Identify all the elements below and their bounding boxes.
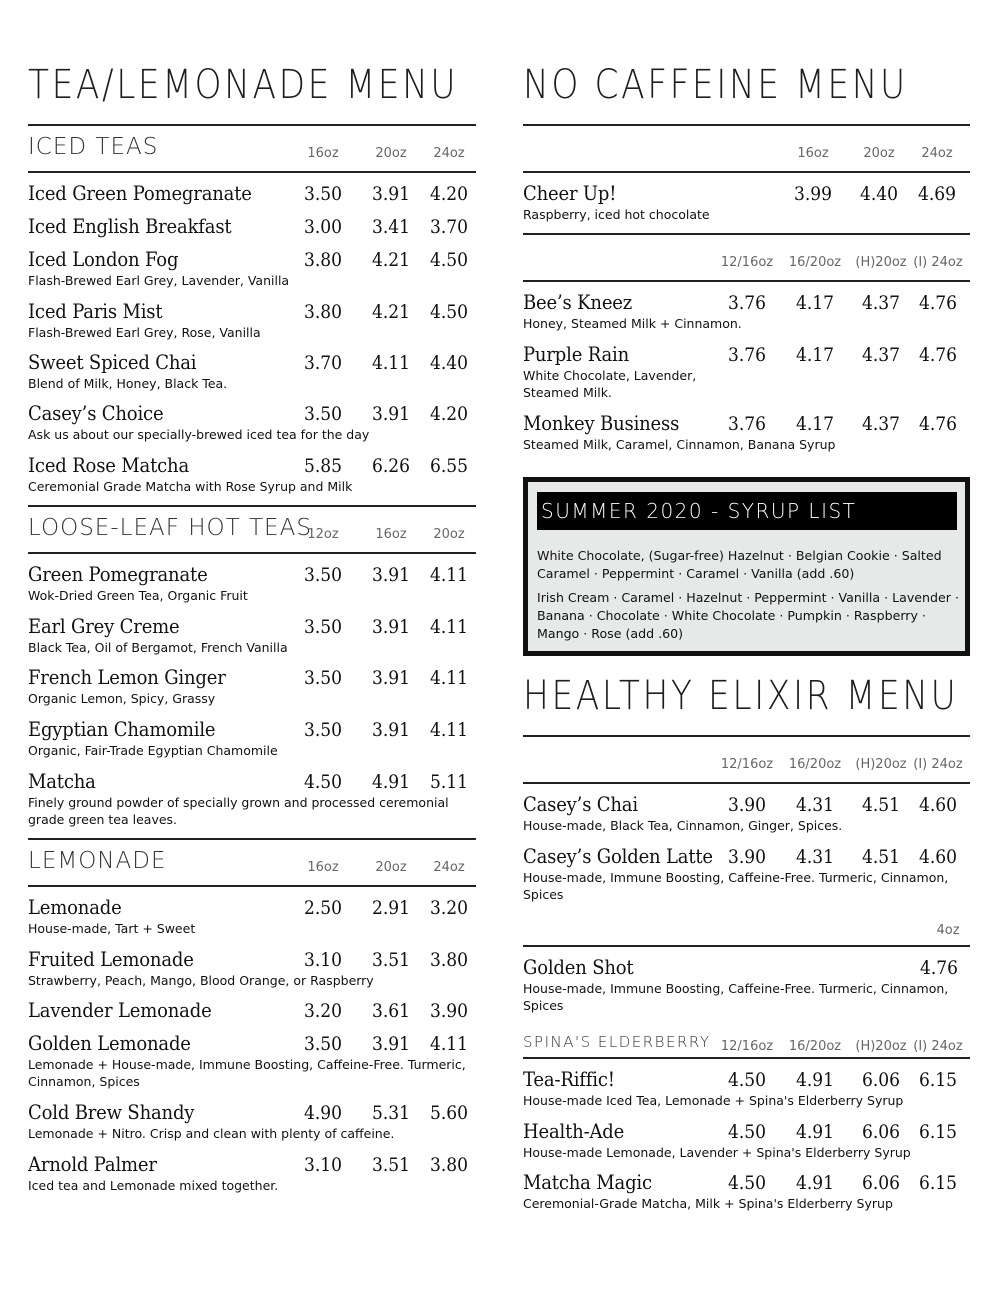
item-price: 3.91 — [371, 1033, 411, 1055]
menu-item — [28, 769, 476, 828]
menu-item — [28, 401, 476, 443]
size-label: (I) 24oz — [913, 255, 963, 270]
item-name: Fruited Lemonade — [28, 947, 194, 971]
item-name: Matcha Magic — [523, 1170, 652, 1194]
divider — [523, 280, 970, 282]
item-price: 3.50 — [303, 1033, 343, 1055]
menu-item — [523, 411, 970, 453]
item-price: 4.69 — [917, 183, 957, 205]
item-price: 4.50 — [429, 249, 469, 271]
item-name: Egyptian Chamomile — [28, 717, 216, 741]
divider — [28, 505, 476, 507]
item-price: 4.11 — [429, 1033, 469, 1055]
item-price: 5.85 — [303, 455, 343, 477]
menu-item — [28, 453, 476, 495]
size-label: 16oz — [307, 146, 339, 161]
item-price: 5.11 — [429, 771, 469, 793]
item-name: Casey’s Chai — [523, 792, 638, 816]
item-price: 6.26 — [371, 455, 411, 477]
item-price: 4.90 — [303, 1102, 343, 1124]
lemonade-title: LEMONADE — [28, 848, 167, 874]
item-description: Honey, Steamed Milk + Cinnamon. — [523, 316, 742, 331]
item-price: 4.17 — [795, 413, 835, 435]
item-price: 4.76 — [919, 957, 959, 979]
item-price: 4.40 — [859, 183, 899, 205]
item-name: Bee’s Kneez — [523, 290, 633, 314]
item-price: 3.91 — [371, 403, 411, 425]
item-price: 4.11 — [429, 616, 469, 638]
menu-item — [523, 1119, 970, 1161]
item-price: 3.90 — [727, 794, 767, 816]
menu-item — [28, 1152, 476, 1194]
menu-item — [28, 350, 476, 392]
size-label: 16oz — [797, 146, 829, 161]
item-name: Monkey Business — [523, 411, 680, 435]
item-price: 4.21 — [371, 249, 411, 271]
item-description: Flash-Brewed Earl Grey, Rose, Vanilla — [28, 325, 261, 340]
item-price: 3.50 — [303, 564, 343, 586]
item-price: 4.50 — [727, 1172, 767, 1194]
menu-item — [28, 562, 476, 604]
item-name: Lemonade — [28, 895, 122, 919]
divider — [523, 233, 970, 235]
item-price: 4.91 — [795, 1069, 835, 1091]
item-name: Sweet Spiced Chai — [28, 350, 197, 374]
item-description: Finely ground powder of specially grown and processed ceremonial grade green tea leaves. — [28, 795, 449, 827]
menu-item — [523, 844, 970, 903]
item-name: Iced Rose Matcha — [28, 453, 190, 477]
item-price: 5.31 — [371, 1102, 411, 1124]
item-price: 6.06 — [861, 1069, 901, 1091]
item-price: 4.50 — [429, 301, 469, 323]
item-price: 3.91 — [371, 667, 411, 689]
size-label: 12/16oz — [720, 757, 774, 772]
menu-item — [28, 665, 476, 707]
item-name: Cheer Up! — [523, 181, 617, 205]
item-price: 4.20 — [429, 183, 469, 205]
item-price: 4.91 — [795, 1172, 835, 1194]
item-description: Iced tea and Lemonade mixed together. — [28, 1178, 279, 1193]
item-price: 3.10 — [303, 949, 343, 971]
item-price: 4.37 — [861, 413, 901, 435]
item-price: 3.91 — [371, 616, 411, 638]
size-label: (H)20oz — [855, 757, 907, 772]
item-name: Purple Rain — [523, 342, 630, 366]
item-name: Health-Ade — [523, 1119, 625, 1143]
menu-item — [28, 181, 476, 206]
item-price: 3.61 — [371, 1000, 411, 1022]
item-description: House-made, Black Tea, Cinnamon, Ginger, Spices. — [523, 818, 843, 833]
item-price: 3.76 — [727, 344, 767, 366]
item-description: Ask us about our specially-brewed iced tea for the day — [28, 427, 370, 442]
divider — [28, 885, 476, 887]
item-description: Steamed Milk, Caramel, Cinnamon, Banana Syrup — [523, 437, 836, 452]
size-label: 16/20oz — [788, 757, 842, 772]
syrup-list-box — [523, 477, 970, 656]
item-price: 3.90 — [429, 1000, 469, 1022]
size-label: 16/20oz — [788, 1039, 842, 1054]
item-description: House-made, Tart + Sweet — [28, 921, 196, 936]
size-label: 12oz — [307, 527, 339, 542]
item-name: Green Pomegranate — [28, 562, 208, 586]
item-description: Organic, Fair-Trade Egyptian Chamomile — [28, 743, 278, 758]
item-price: 3.20 — [303, 1000, 343, 1022]
menu-item — [28, 895, 476, 937]
item-price: 3.00 — [303, 216, 343, 238]
item-price: 6.15 — [918, 1172, 958, 1194]
item-description: Flash-Brewed Earl Grey, Lavender, Vanilla — [28, 273, 290, 288]
item-description: House-made Iced Tea, Lemonade + Spina's Elderberry Syrup — [523, 1093, 904, 1108]
item-price: 3.41 — [371, 216, 411, 238]
item-price: 4.51 — [861, 846, 901, 868]
elderberry-title-header — [523, 1021, 970, 1061]
item-name: Iced London Fog — [28, 247, 179, 271]
size-label: 12/16oz — [720, 1039, 774, 1054]
size-label: 16oz — [307, 860, 339, 875]
no-caffeine-a-header — [523, 128, 970, 168]
no-caffeine-menu-title: NO CAFFEINE MENU — [523, 62, 908, 108]
menu-item — [523, 290, 970, 332]
size-label: 24oz — [433, 860, 465, 875]
loose-leaf-title-header — [28, 509, 476, 549]
syrup-list-line-2: Irish Cream · Caramel · Hazelnut · Peppermint · Vanilla · Lavender · Banana · Chocolate · White Chocolate · Pumpkin · Raspberry · Mango · Rose (add .60) — [537, 590, 959, 641]
healthy-elixir-menu-title: HEALTHY ELIXIR MENU — [523, 673, 959, 719]
size-label: 16/20oz — [788, 255, 842, 270]
item-name: Casey’s Choice — [28, 401, 164, 425]
item-price: 2.50 — [303, 897, 343, 919]
item-price: 4.76 — [918, 344, 958, 366]
item-price: 4.37 — [861, 292, 901, 314]
item-price: 4.31 — [795, 794, 835, 816]
item-description: Black Tea, Oil of Bergamot, French Vanilla — [28, 640, 288, 655]
menu-item — [28, 998, 476, 1023]
item-price: 3.90 — [727, 846, 767, 868]
size-label: 20oz — [433, 527, 465, 542]
item-price: 4.21 — [371, 301, 411, 323]
item-price: 4.37 — [861, 344, 901, 366]
item-name: Golden Lemonade — [28, 1031, 191, 1055]
menu-item — [28, 717, 476, 759]
item-name: Golden Shot — [523, 955, 634, 979]
divider — [523, 735, 970, 737]
menu-item — [523, 792, 970, 834]
item-price: 5.60 — [429, 1102, 469, 1124]
item-price: 3.20 — [429, 897, 469, 919]
divider — [523, 782, 970, 784]
item-price: 3.50 — [303, 183, 343, 205]
item-name: Iced Green Pomegranate — [28, 181, 252, 205]
size-label: 12/16oz — [720, 255, 774, 270]
item-price: 6.06 — [861, 1172, 901, 1194]
item-name: Matcha — [28, 769, 96, 793]
lemonade-title-header — [28, 842, 476, 882]
menu-item — [28, 1031, 476, 1090]
no-caffeine-b-header — [523, 237, 970, 277]
item-price: 2.91 — [371, 897, 411, 919]
item-description: Ceremonial Grade Matcha with Rose Syrup and Milk — [28, 479, 353, 494]
item-price: 6.15 — [918, 1069, 958, 1091]
item-name: Cold Brew Shandy — [28, 1100, 195, 1124]
size-label: 4oz — [936, 923, 960, 938]
menu-item — [523, 1170, 970, 1212]
item-name: Casey’s Golden Latte — [523, 844, 713, 868]
item-price: 4.17 — [795, 292, 835, 314]
item-price: 3.70 — [303, 352, 343, 374]
loose-leaf-title: LOOSE-LEAF HOT TEAS — [28, 515, 312, 541]
item-price: 3.50 — [303, 719, 343, 741]
item-price: 3.51 — [371, 949, 411, 971]
item-description: Raspberry, iced hot chocolate — [523, 207, 710, 222]
item-price: 3.70 — [429, 216, 469, 238]
item-description: Lemonade + House-made, Immune Boosting, Caffeine-Free. Turmeric, Cinnamon, Spices — [28, 1057, 466, 1089]
item-price: 4.40 — [429, 352, 469, 374]
item-price: 4.50 — [727, 1121, 767, 1143]
item-description: House-made, Immune Boosting, Caffeine-Free. Turmeric, Cinnamon, Spices — [523, 870, 949, 902]
item-price: 3.50 — [303, 403, 343, 425]
divider — [523, 171, 970, 173]
item-price: 4.60 — [918, 794, 958, 816]
item-price: 3.91 — [371, 183, 411, 205]
item-price: 4.50 — [303, 771, 343, 793]
item-description: White Chocolate, Lavender, Steamed Milk. — [523, 368, 697, 400]
menu-item — [28, 299, 476, 341]
menu-item — [523, 955, 970, 1014]
item-price: 4.91 — [795, 1121, 835, 1143]
item-price: 3.99 — [793, 183, 833, 205]
divider — [523, 1057, 970, 1059]
item-price: 3.80 — [303, 301, 343, 323]
divider — [28, 838, 476, 840]
size-label: 24oz — [921, 146, 953, 161]
size-label: 20oz — [375, 860, 407, 875]
item-description: House-made, Immune Boosting, Caffeine-Free. Turmeric, Cinnamon, Spices — [523, 981, 949, 1013]
size-label: (H)20oz — [855, 1039, 907, 1054]
menu-item — [28, 214, 476, 239]
size-label: 24oz — [433, 146, 465, 161]
item-price: 3.80 — [303, 249, 343, 271]
elderberry-title: SPINA'S ELDERBERRY — [523, 1033, 711, 1051]
menu-item — [523, 181, 970, 223]
item-price: 4.17 — [795, 344, 835, 366]
item-price: 6.15 — [918, 1121, 958, 1143]
item-description: House-made Lemonade, Lavender + Spina's Elderberry Syrup — [523, 1145, 911, 1160]
item-price: 3.91 — [371, 719, 411, 741]
item-price: 4.11 — [371, 352, 411, 374]
item-price: 3.50 — [303, 667, 343, 689]
item-name: Tea-Riffic! — [523, 1067, 615, 1091]
item-price: 4.51 — [861, 794, 901, 816]
size-label: (I) 24oz — [913, 1039, 963, 1054]
item-description: Lemonade + Nitro. Crisp and clean with plenty of caffeine. — [28, 1126, 395, 1141]
item-price: 4.76 — [918, 292, 958, 314]
item-price: 4.91 — [371, 771, 411, 793]
iced-teas-title-header — [28, 128, 476, 168]
item-price: 3.80 — [429, 1154, 469, 1176]
item-name: French Lemon Ginger — [28, 665, 226, 689]
menu-item — [28, 247, 476, 289]
item-name: Lavender Lemonade — [28, 998, 212, 1022]
divider — [28, 552, 476, 554]
item-price: 6.06 — [861, 1121, 901, 1143]
item-price: 3.51 — [371, 1154, 411, 1176]
item-price: 4.11 — [429, 667, 469, 689]
menu-item — [28, 614, 476, 656]
menu-item — [28, 947, 476, 989]
item-price: 4.76 — [918, 413, 958, 435]
size-label: 16oz — [375, 527, 407, 542]
size-label: (I) 24oz — [913, 757, 963, 772]
item-description: Blend of Milk, Honey, Black Tea. — [28, 376, 228, 391]
menu-item — [523, 1067, 970, 1109]
item-price: 4.31 — [795, 846, 835, 868]
item-name: Iced Paris Mist — [28, 299, 163, 323]
divider — [523, 945, 970, 947]
item-name: Arnold Palmer — [28, 1152, 157, 1176]
item-price: 3.76 — [727, 292, 767, 314]
syrup-list-line-1: White Chocolate, (Sugar-free) Hazelnut · Belgian Cookie · Salted Caramel · Peppermint · Caramel · Vanilla (add .60) — [537, 548, 942, 581]
item-name: Iced English Breakfast — [28, 214, 232, 238]
divider — [523, 124, 970, 126]
item-price: 3.76 — [727, 413, 767, 435]
size-label: 20oz — [863, 146, 895, 161]
menu-item — [28, 1100, 476, 1142]
syrup-list-title: SUMMER 2020 - SYRUP LIST — [537, 492, 957, 530]
item-price: 3.91 — [371, 564, 411, 586]
tea-lemonade-menu-title: TEA/LEMONADE MENU — [28, 62, 459, 108]
item-price: 4.11 — [429, 719, 469, 741]
size-label: 20oz — [375, 146, 407, 161]
item-price: 4.50 — [727, 1069, 767, 1091]
item-price: 3.80 — [429, 949, 469, 971]
divider — [28, 124, 476, 126]
item-description: Ceremonial-Grade Matcha, Milk + Spina's Elderberry Syrup — [523, 1196, 893, 1211]
item-price: 3.50 — [303, 616, 343, 638]
item-price: 3.10 — [303, 1154, 343, 1176]
menu-item — [523, 342, 970, 401]
iced-teas-title: ICED TEAS — [28, 134, 159, 160]
item-description: Strawberry, Peach, Mango, Blood Orange, or Raspberry — [28, 973, 374, 988]
item-price: 6.55 — [429, 455, 469, 477]
size-label: (H)20oz — [855, 255, 907, 270]
item-description: Organic Lemon, Spicy, Grassy — [28, 691, 216, 706]
item-name: Earl Grey Creme — [28, 614, 180, 638]
item-description: Wok-Dried Green Tea, Organic Fruit — [28, 588, 248, 603]
item-price: 4.20 — [429, 403, 469, 425]
item-price: 4.60 — [918, 846, 958, 868]
elixir-header — [523, 739, 970, 779]
item-price: 4.11 — [429, 564, 469, 586]
divider — [28, 171, 476, 173]
